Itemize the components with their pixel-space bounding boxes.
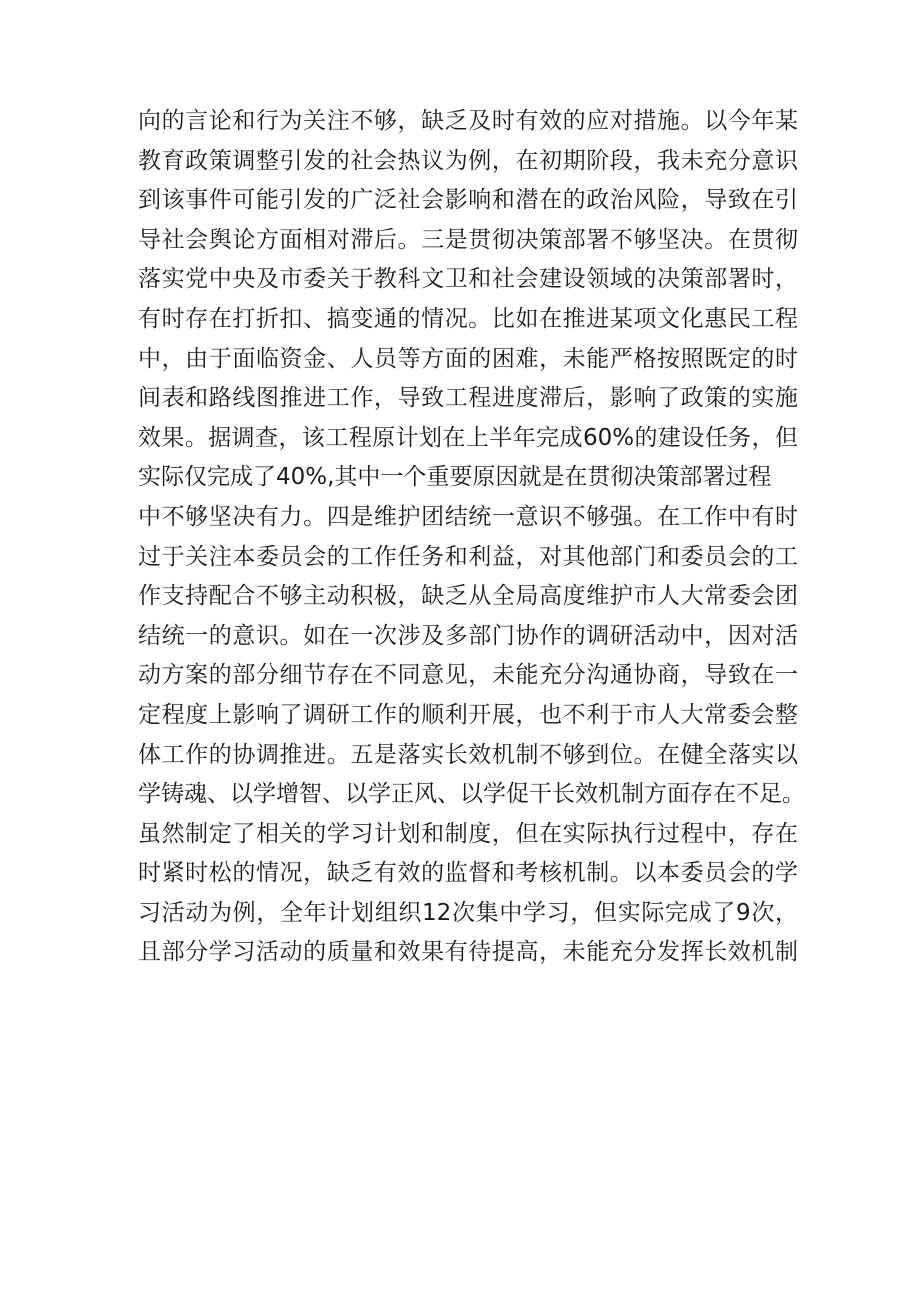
text-line: 习活动为例，全年计划组织12次集中学习，但实际完成了9次，	[138, 899, 798, 926]
text-line: 间表和路线图推进工作，导致工程进度滞后，影响了政策的实施	[138, 385, 798, 412]
text-line: 过于关注本委员会的工作任务和利益，对其他部门和委员会的工	[138, 543, 798, 570]
text-line: 导社会舆论方面相对滞后。三是贯彻决策部署不够坚决。在贯彻	[138, 226, 798, 253]
text-line: 到该事件可能引发的广泛社会影响和潜在的政治风险，导致在引	[138, 187, 798, 214]
text-line: 向的言论和行为关注不够，缺乏及时有效的应对措施。以今年某	[138, 108, 798, 134]
text-line: 虽然制定了相关的学习计划和制度，但在实际执行过程中，存在	[138, 820, 798, 847]
text-line: 学铸魂、以学增智、以学正风、以学促干长效机制方面存在不足。	[138, 781, 805, 808]
text-line: 有时存在打折扣、搞变通的情况。比如在推进某项文化惠民工程	[138, 305, 798, 332]
text-line: 效果。据调查，该工程原计划在上半年完成60%的建设任务，但	[138, 424, 798, 451]
body-text	[138, 102, 805, 973]
text-line: 中，由于面临资金、人员等方面的困难，未能严格按照既定的时	[138, 345, 798, 372]
text-line: 体工作的协调推进。五是落实长效机制不够到位。在健全落实以	[138, 741, 798, 768]
text-line: 定程度上影响了调研工作的顺利开展，也不利于市人大常委会整	[138, 701, 798, 728]
text-line: 时紧时松的情况，缺乏有效的监督和考核机制。以本委员会的学	[138, 860, 798, 887]
text-line: 动方案的部分细节存在不同意见，未能充分沟通协商，导致在一	[138, 662, 798, 689]
text-line: 中不够坚决有力。四是维护团结统一意识不够强。在工作中有时	[138, 503, 798, 530]
text-line: 落实党中央及市委关于教科文卫和社会建设领域的决策部署时，	[138, 266, 798, 293]
text-line: 教育政策调整引发的社会热议为例，在初期阶段，我未充分意识	[138, 147, 798, 174]
text-line: 结统一的意识。如在一次涉及多部门协作的调研活动中，因对活	[138, 622, 798, 649]
text-line: 作支持配合不够主动积极，缺乏从全局高度维护市人大常委会团	[138, 583, 798, 610]
text-line: 实际仅完成了40%,其中一个重要原因就是在贯彻决策部署过程	[138, 464, 772, 491]
text-line: 且部分学习活动的质量和效果有待提高，未能充分发挥长效机制	[138, 939, 798, 966]
